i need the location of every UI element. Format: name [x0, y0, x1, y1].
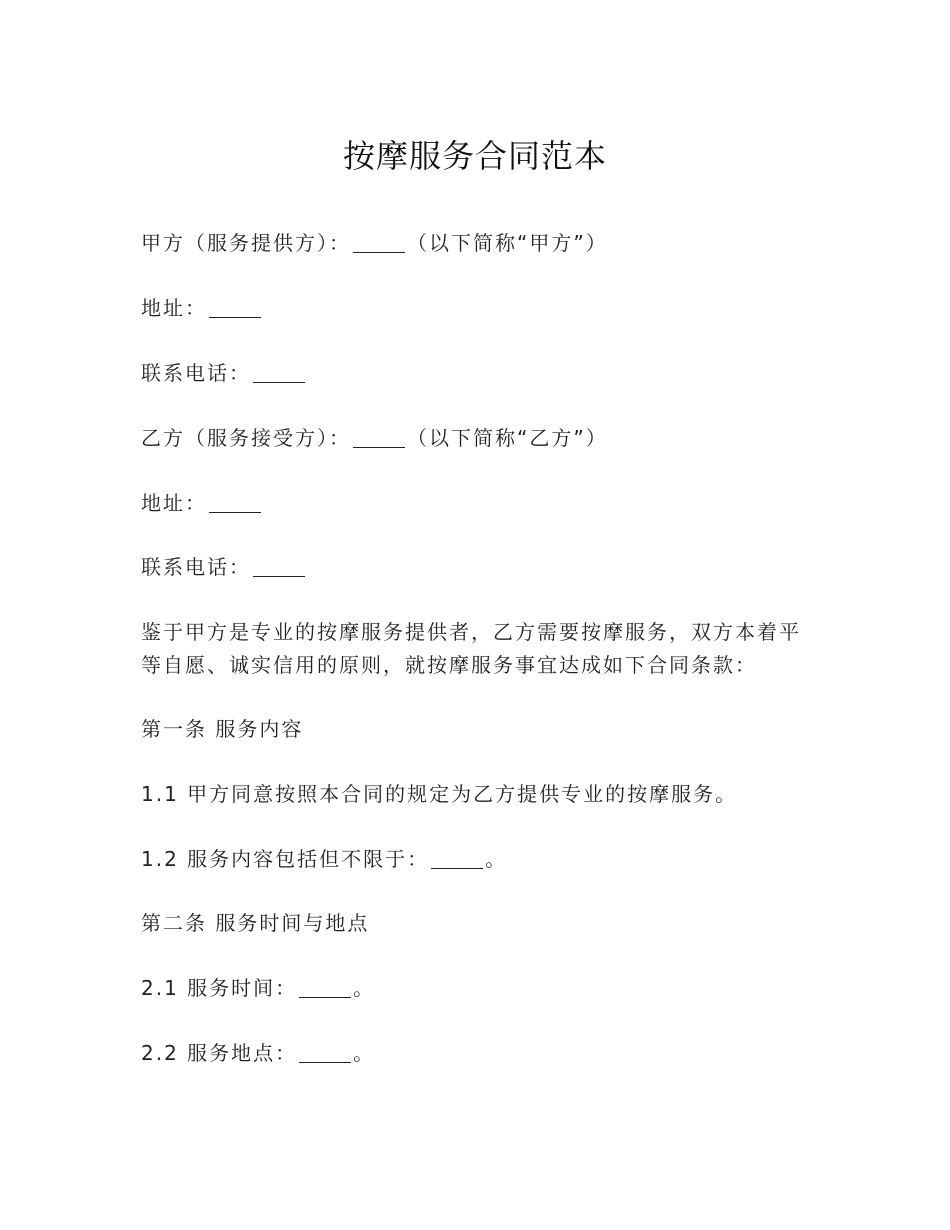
clause-2-1-label: 2.1 服务时间：	[141, 976, 298, 1000]
document-title: 按摩服务合同范本	[342, 137, 607, 175]
clause-2-2-blank	[299, 1042, 351, 1063]
party-a-phone-line	[141, 356, 307, 390]
party-b-address-label: 地址：	[141, 491, 207, 515]
article-2-heading: 第二条 服务时间与地点	[141, 911, 370, 935]
party-b-address-blank	[209, 492, 261, 513]
party-b-line	[141, 421, 608, 455]
party-a-address-label: 地址：	[141, 296, 207, 320]
party-b-label: 乙方（服务接受方）：	[141, 426, 351, 450]
clause-2-1	[141, 971, 375, 1005]
clause-2-2-label: 2.2 服务地点：	[141, 1041, 298, 1065]
preamble-line-2: 等自愿、诚实信用的原则，就按摩服务事宜达成如下合同条款：	[141, 653, 757, 677]
party-b-name-blank	[353, 427, 405, 448]
party-a-alias: （以下简称“甲方”）	[407, 231, 608, 255]
party-b-address-line	[141, 486, 263, 520]
preamble-line-1: 鉴于甲方是专业的按摩服务提供者，乙方需要按摩服务，双方本着平	[141, 620, 801, 644]
clause-1-2-end: 。	[485, 847, 508, 871]
clause-2-1-end: 。	[353, 976, 376, 1000]
party-b-phone-label: 联系电话：	[141, 555, 251, 579]
party-a-name-blank	[353, 232, 405, 253]
clause-2-2-end: 。	[353, 1041, 376, 1065]
clause-1-2-blank	[431, 848, 483, 869]
party-b-phone-blank	[253, 556, 305, 577]
clause-1-1: 1.1 甲方同意按照本合同的规定为乙方提供专业的按摩服务。	[141, 782, 738, 806]
party-a-address-blank	[209, 297, 261, 318]
party-b-phone-line	[141, 550, 307, 584]
clause-1-2	[141, 842, 507, 876]
article-1-heading: 第一条 服务内容	[141, 717, 304, 741]
party-a-address-line	[141, 291, 263, 325]
clause-2-1-blank	[299, 977, 351, 998]
party-b-alias: （以下简称“乙方”）	[407, 426, 608, 450]
party-a-label: 甲方（服务提供方）：	[141, 231, 351, 255]
party-a-line	[141, 226, 608, 260]
clause-2-2	[141, 1036, 375, 1070]
clause-1-2-label: 1.2 服务内容包括但不限于：	[141, 847, 430, 871]
party-a-phone-label: 联系电话：	[141, 361, 251, 385]
party-a-phone-blank	[253, 362, 305, 383]
